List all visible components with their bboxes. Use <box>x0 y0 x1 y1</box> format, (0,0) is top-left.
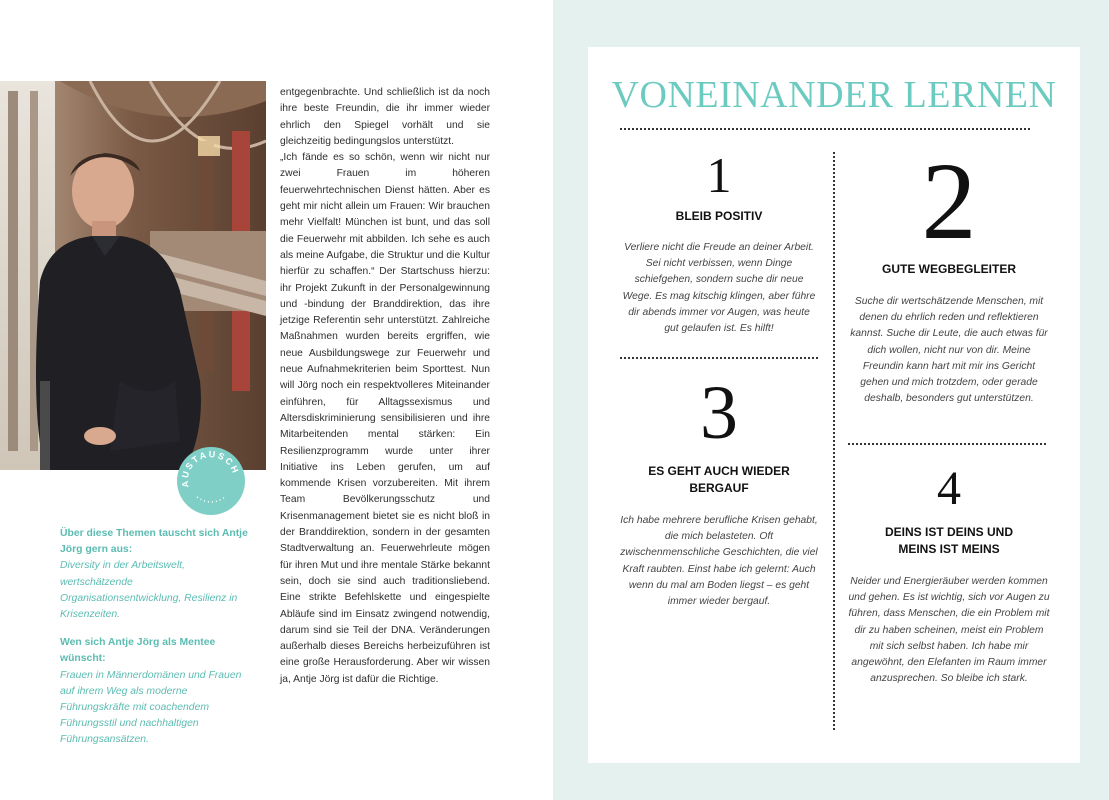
sidebar-heading-topics: Über diese Themen tauscht sich Antje Jörg gern aus: <box>60 528 248 556</box>
sidebar-text-topics: Diversity in der Arbeitswelt, wertschätzende Organisationsentwicklung, Resilienz in Krisenzeiten. <box>60 560 238 621</box>
tip-number-1: 1 <box>706 147 732 203</box>
tip-heading-1: BLEIB POSITIV <box>675 209 763 223</box>
column-divider <box>833 152 835 730</box>
tip-number-2: 2 <box>921 140 977 262</box>
portrait-photo <box>0 81 266 470</box>
svg-text:AUSTAUSCH <box>180 449 241 488</box>
title-divider <box>620 128 1030 130</box>
tip-heading-2: GUTE WEGBEGLEITER <box>881 262 1016 276</box>
tip-divider-left <box>620 357 818 359</box>
tip-text-1: Verliere nicht die Freude an deiner Arbeit. Sei nicht verbissen, wenn Dinge schiefgehen, sondern suche dir neue Wege. Es mag kitschig klingen, aber führe dir abends immer vor Augen, was heute gut gelaufen ist. Es hilft! <box>622 242 816 335</box>
tip-text-2: Suche dir wertschätzende Menschen, mit denen du ehrlich reden und reflektieren kannst. Suche dir Leute, die auch etwas für dich wollen, nicht nur von dir. Meine Freundin kann hart mit mir ins Gericht gehen und mich trotzdem, oder gerade deshalb, besonders gut unterstützen. <box>850 296 1048 405</box>
austausch-badge <box>177 447 245 515</box>
sidebar-text-mentee: Frauen in Männerdomänen und Frauen auf ihrem Weg als moderne Führungskräfte mit coachendem Führungsstil und nachhaltigen Führungsansätzen. <box>60 669 242 746</box>
tip-heading-3: ES GEHT AUCH WIEDER BERGAUF <box>648 464 790 495</box>
tip-text-3: Ich habe mehrere berufliche Krisen gehabt, die mich belasteten. Oft zwischenmenschliche Geschichten, die viel Kraft raubten. Einst habe ich gelernt: Auch wenn du mal am Boden liegst – es geht immer wieder bergauf. <box>620 515 818 608</box>
sidebar-info <box>60 526 252 761</box>
sidebar-heading-mentee: Wen sich Antje Jörg als Mentee wünscht: <box>60 637 216 665</box>
tip-number-3: 3 <box>700 371 738 455</box>
body-paragraph: entgegenbrachte. Und schließlich ist da noch ihre beste Freundin, die ihr immer wieder ehrlich den Spiegel vorhält und sie gleichzeitig bedingungslos unterstützt. <box>280 87 490 147</box>
body-paragraph: „Ich fände es so schön, wenn wir nicht nur zwei Frauen im höheren feuerwehrtechnischen Dienst hätten. Aber es geht mir nicht allein um Frauen: Wir brauchen mehr Vielfalt! München ist bunt, und das soll die Feuerwehr mit abbilden. Ich sehe es auch als meine Aufgabe, die Struktur und die Kultur hierfür zu schaffen.“ Der Startschuss hierzu: ihr Projekt Zukunft in der Personalgewinnung und -bindung der Branddirektion, das ihre jetzige Referentin sehr unterstützt. Zahlreiche Maßnahmen wurden bereits ergriffen, wie neue Ausbildungswege zur Feuerwehr und neue Aufnahmekriterien beim Sporttest. Nun will Jörg noch ein respektvolleres Miteinander einführen, für Alltagssexismus und Altersdiskriminierung sensibilisieren und ihre Mitarbeitenden mental stärken: Ein Resilienzprogramm wurde unter ihrer Initiative ins Leben gerufen, um auf kommende Krisen vorzubereiten. Mit ihrem Team Bevölkerungsschutz und Krisenmanagement bietet sie es nicht bloß in der Branddirektion, sondern in der gesamten Stadtverwaltung an. Feuerwehrleute mögen für ihren Mut und ihre mentale Stärke bekannt sein, doch sie sind auch traditionsliebend. Eine strikte Befehlskette und eingespielte Abläufe sind im Einsatz zwingend notwendig, darum sind sie Teil der DNA. Veränderungen außerhalb dieses Bereichs herbeizuführen ist eine große Herausforderung. Aber wir wissen ja, Antje Jörg ist dafür die Richtige. <box>280 152 490 685</box>
tip-heading-4: DEINS IST DEINS UND MEINS IST MEINS <box>884 525 1013 556</box>
badge-label: AUSTAUSCH <box>179 449 242 488</box>
tip-number-4: 4 <box>937 462 961 515</box>
tip-divider-right <box>848 443 1046 445</box>
article-body <box>280 85 490 688</box>
page-title: VONEINANDER LERNEN <box>611 74 1057 116</box>
tip-text-4: Neider und Energieräuber werden kommen und gehen. Es ist wichtig, sich vor Augen zu führen, dass Menschen, die ein Problem mit dir zu haben scheinen, meist ein Problem mit sich selbst haben. Ich habe mir angewöhnt, den Elefanten im Raum immer anzusprechen. So bleibe ich stark. <box>848 576 1050 685</box>
